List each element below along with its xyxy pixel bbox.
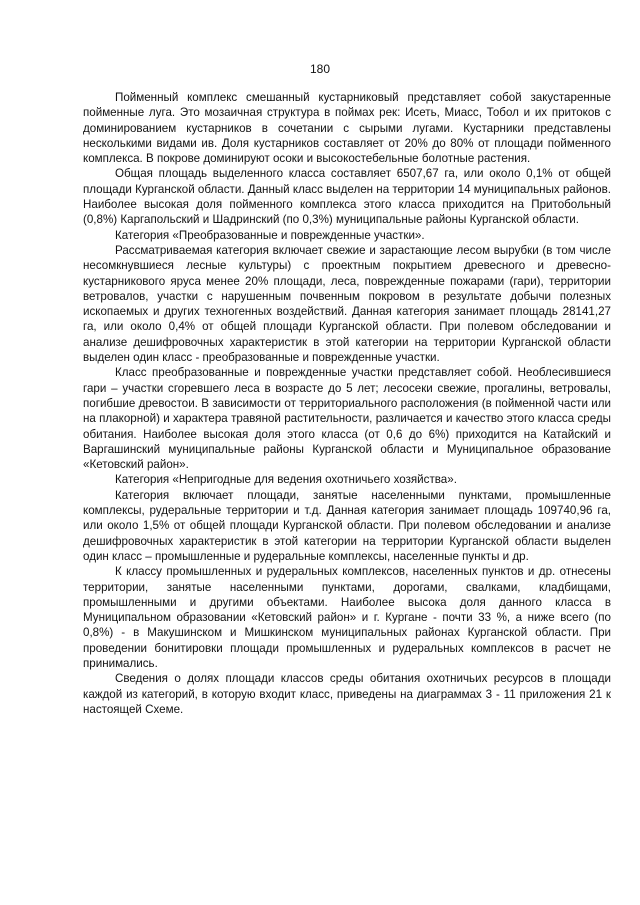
paragraph-industrial-class: К классу промышленных и рудеральных комплексов, населенных пунктов и др. отнесены территории, занятые населенными пунктами, дорогами, свалками, кладбищами, промышленными и другими объектами. Наиболее высока доля данного класса в Муниципальном образовании «Кетовский район» и г. Кургане - почти 33 %, а ниже всего (по 0,8%) - в Макушинском и Мишкинском муниципальных районах Курганской области. При проведении бонитировки площади промышленных и рудеральных комплексов в расчет не принимались. — [83, 565, 611, 670]
paragraph-unsuitable-category: Категория включает площади, занятые населенными пунктами, промышленные комплексы, рудеральные территории и т.д. Данная категория занимает площадь 109740,96 га, или около 1,5% от общей площади Курганской области. При полевом обследовании и анализе дешифровочных характеристик в этой категории на территории Курганской области выделен один класс – промышленные и рудеральные комплексы, населенные пункты и др. — [83, 488, 611, 563]
body-text — [83, 90, 611, 717]
paragraph-floodplain-shrub-description: Пойменный комплекс смешанный кустарниковый представляет собой закустаренные пойменные луга. Это мозаичная структура в поймах рек: Исеть, Миасс, Тобол и их притоков с доминированием кустарников в сочетании с сырыми лугами. Кустарники представлены несколькими видами ив. Доля кустарников составляет от 20% до 80% от площади пойменного комплекса. В покрове доминируют осоки и высокостебельные болотные растения. — [83, 91, 611, 166]
paragraph-diagram-reference: Сведения о долях площади классов среды обитания охотничьих ресурсов в площади каждой из категорий, в которую входит класс, приведены на диаграммах 3 - 11 приложения 21 к настоящей Схеме. — [83, 672, 611, 716]
paragraph-floodplain-shrub-area: Общая площадь выделенного класса составляет 6507,67 га, или около 0,1% от общей площади Курганской области. Данный класс выделен на территории 14 муниципальных районов. Наиболее высокая доля пойменного комплекса этого класса приходится на Притобольный (0,8%) Каргапольский и Шадринский (по 0,3%) муниципальные районы Курганской области. — [83, 167, 611, 227]
heading-unsuitable-category: Категория «Непригодные для ведения охотничьего хозяйства». — [115, 473, 457, 487]
paragraph-transformed-category: Рассматриваемая категория включает свежие и зарастающие лесом вырубки (в том числе несомкнувшиеся лесные культуры) с проектным покрытием древесного и древесно-кустарникового яруса менее 20% площади, леса, поврежденные пожарами (гари), территории ветровалов, участки с нарушенным почвенным покровом в результате добычи полезных ископаемых и других техногенных воздействий. Данная категория занимает площадь 28141,27 га, или около 0,4% от общей площади Курганской области. При полевом обследовании и анализе дешифровочных характеристик в этой категории на территории Курганской области выделен один класс - преобразованные и поврежденные участки. — [83, 243, 611, 365]
heading-transformed-category: Категория «Преобразованные и поврежденные участки». — [115, 228, 425, 242]
page-number: 180 — [309, 62, 331, 76]
paragraph-transformed-class: Класс преобразованные и поврежденные участки представляет собой. Необлесившиеся гари – участки сгоревшего леса в возрасте до 5 лет; лесосеки свежие, прогалины, ветровалы, погибшие древостои. В зависимости от территориального расположения (в пойменной части или на плакорной) и характера травяной растительности, различается и качество этого класса среды обитания. Наиболее высокая доля этого класса (от 0,6 до 6%) приходится на Катайский и Варгашинский муниципальные районы Курганской области и Муниципальное образование «Кетовский район». — [83, 366, 611, 472]
